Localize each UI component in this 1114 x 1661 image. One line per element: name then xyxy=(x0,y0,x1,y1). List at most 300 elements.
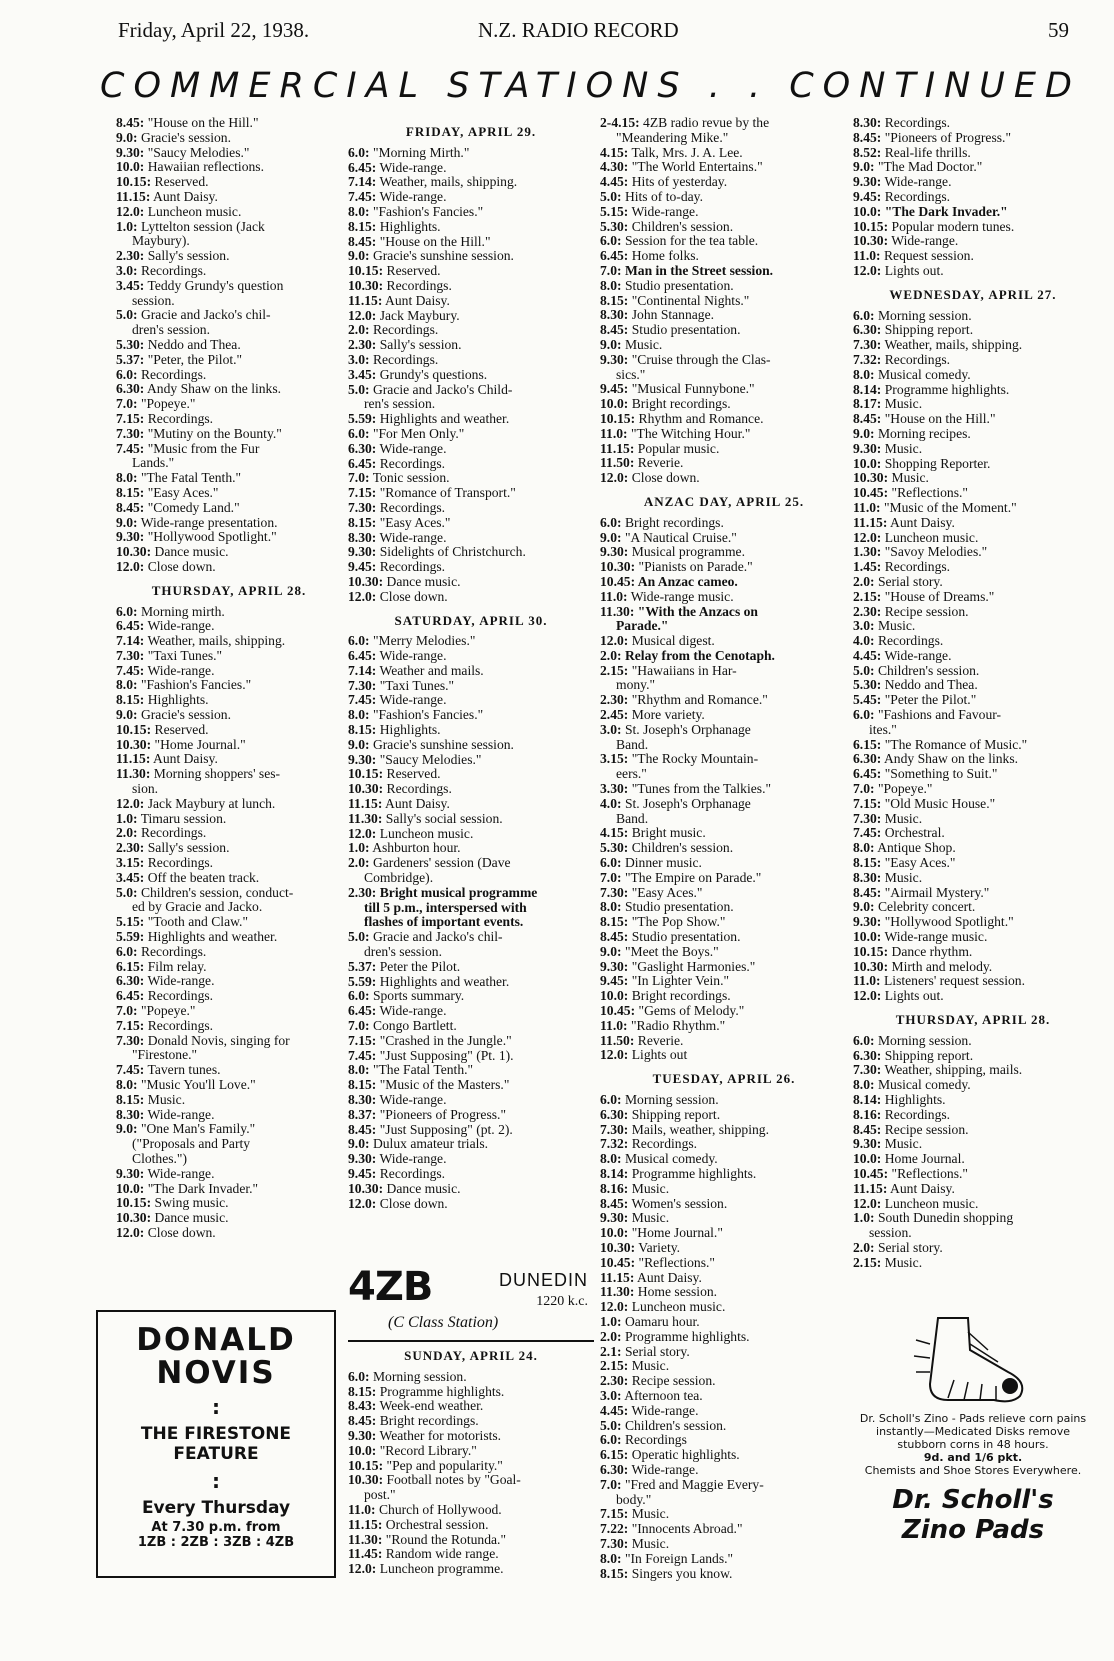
listing-time: 5.37: xyxy=(348,959,377,974)
listing-item xyxy=(600,1182,848,1197)
listing-item xyxy=(600,974,848,989)
listing-time: 6.0: xyxy=(116,944,138,959)
listing-item xyxy=(348,545,594,560)
listing-title: Wide-range. xyxy=(379,530,447,545)
listing-item xyxy=(853,1197,1093,1212)
listing-item xyxy=(600,442,848,457)
listing-item xyxy=(116,368,342,383)
listing-time: 3.30: xyxy=(600,782,629,797)
listing-time: 8.45: xyxy=(853,885,882,900)
listing-time: 3.0: xyxy=(116,263,138,278)
listing-item xyxy=(348,1034,594,1049)
listing-time: 5.0: xyxy=(116,885,138,900)
listing-time: 10.15: xyxy=(116,1196,152,1211)
schedule-column-3 xyxy=(600,116,848,1581)
listing-time: 12.0: xyxy=(853,530,882,545)
listing-title: "The Empire on Parade." xyxy=(624,870,762,885)
listing-time: 8.15: xyxy=(348,1078,377,1093)
listing-title: Teddy Grundy's question xyxy=(147,278,284,293)
listing-title: Recordings. xyxy=(379,456,446,471)
listing-item xyxy=(853,782,1093,797)
listing-title: Programme highlights. xyxy=(379,1384,505,1399)
listing-item xyxy=(116,1034,342,1049)
listing-title: Aunt Daisy. xyxy=(153,189,218,204)
listing-time: 11.30: xyxy=(348,1532,383,1547)
listing-title: "The Romance of Music." xyxy=(884,737,1028,752)
listing-time: 11.15: xyxy=(348,293,383,308)
listing-title: Musical digest. xyxy=(631,634,715,649)
listing-item xyxy=(116,1078,342,1093)
listing-time: 6.45: xyxy=(600,249,629,264)
listing-time: 7.0: xyxy=(853,782,875,797)
listing-title: Recordings. xyxy=(372,352,439,367)
listing-item xyxy=(600,945,848,960)
listing-title: Aunt Daisy. xyxy=(890,515,955,530)
listing-time: 12.0: xyxy=(853,263,882,278)
listing-title: Celebrity concert. xyxy=(877,900,976,915)
listing-title: Sally's social session. xyxy=(385,811,503,826)
listing-item xyxy=(853,427,1093,442)
listing-item xyxy=(853,1152,1093,1167)
listing-time: 7.22: xyxy=(600,1522,629,1537)
listing-item xyxy=(116,693,342,708)
listing-time: 8.45: xyxy=(116,500,145,515)
listing-title: "Hollywood Spotlight." xyxy=(147,530,277,545)
listing-title: "Gems of Melody." xyxy=(638,1004,745,1019)
listing-title: "Music of the Masters." xyxy=(379,1078,510,1093)
listing-title: Popular music. xyxy=(637,441,720,456)
listing-time: 8.0: xyxy=(600,1152,622,1167)
listing-item xyxy=(348,1108,594,1123)
listing-time: 9.45: xyxy=(600,382,629,397)
listing-time: 2.0: xyxy=(348,856,370,871)
listing-title: "Cruise through the Clas- xyxy=(631,352,771,367)
listing-time: 10.0: xyxy=(853,930,882,945)
listing-item xyxy=(853,605,1093,620)
listing-item xyxy=(600,1226,848,1241)
listing-title: Wide-range music. xyxy=(884,930,988,945)
listing-item xyxy=(348,1533,594,1548)
listing-title: "One Man's Family." xyxy=(140,1122,256,1137)
listing-time: 8.16: xyxy=(600,1181,629,1196)
listing-title: Shipping report. xyxy=(884,323,974,338)
listing-title: "Hollywood Spotlight." xyxy=(884,915,1014,930)
listing-item xyxy=(853,264,1093,279)
listing-time: 9.0: xyxy=(600,944,622,959)
listing-time: 8.45: xyxy=(600,1196,629,1211)
listing-title: Wide-range. xyxy=(884,175,952,190)
listing-item xyxy=(348,294,594,309)
listing-item xyxy=(600,1567,848,1582)
listing-time: 8.0: xyxy=(116,1078,138,1092)
listing-time: 8.16: xyxy=(853,1107,882,1122)
listing-title: Gracie and Jacko's chil- xyxy=(140,308,271,323)
listing-item xyxy=(116,619,342,634)
listing-time: 8.30: xyxy=(600,308,629,323)
listing-title: Weather, mails, shipping. xyxy=(884,338,1023,353)
listing-title: Recordings. xyxy=(140,826,207,841)
listing-time: 9.0: xyxy=(853,900,875,915)
listing-item xyxy=(853,590,1093,605)
listing-title: "Music You'll Love." xyxy=(140,1078,256,1092)
listing-title: "Pianists on Parade." xyxy=(638,560,753,575)
listing-title: Ashburton hour. xyxy=(372,841,461,856)
listing-time: 8.14: xyxy=(853,1093,882,1107)
listing-title: Recordings. xyxy=(884,189,951,204)
listing-item xyxy=(348,738,594,753)
listing-item xyxy=(348,812,594,827)
listing-time: 11.0: xyxy=(600,1018,628,1033)
listing-time: 10.15: xyxy=(600,411,636,426)
listing-item xyxy=(348,841,594,856)
listing-item xyxy=(116,856,342,871)
listing-item xyxy=(116,160,342,175)
listing-continuation: mony." xyxy=(616,678,656,693)
listing-item xyxy=(600,797,848,812)
listing-time: 9.30: xyxy=(853,915,882,930)
listing-time: 11.0: xyxy=(600,426,628,441)
listing-item xyxy=(348,146,594,161)
listing-item xyxy=(600,782,848,797)
listing-continuation: eers." xyxy=(616,767,647,782)
listing-title: Hawaiian reflections. xyxy=(147,160,264,175)
day-heading: THURSDAY, APRIL 28. xyxy=(895,1013,1051,1028)
listing-title: Wide-range. xyxy=(379,1093,447,1107)
listing-time: 6.45: xyxy=(348,1004,377,1019)
listing-title: Recipe session. xyxy=(631,1374,716,1389)
listing-time: 6.0: xyxy=(348,426,370,441)
listing-time: 6.45: xyxy=(853,767,882,782)
listing-title: Wide-range. xyxy=(631,1462,699,1477)
listing-item xyxy=(853,634,1093,649)
listing-time: 8.0: xyxy=(853,1078,875,1093)
listing-item xyxy=(116,175,342,190)
listing-item xyxy=(348,693,594,708)
listing-title: Sports summary. xyxy=(372,989,465,1004)
listing-title: Antique Shop. xyxy=(877,841,956,856)
listing-time: 8.30: xyxy=(348,530,377,545)
listing-item xyxy=(348,1429,594,1444)
listing-time: 12.0: xyxy=(600,1300,629,1315)
listing-time: 7.0: xyxy=(116,1004,138,1019)
listing-item xyxy=(600,279,848,294)
listing-title: Wide-range. xyxy=(379,1004,447,1019)
listing-title: "The Dark Invader." xyxy=(884,204,1008,219)
listing-title: Morning session. xyxy=(624,1093,719,1107)
listing-title: "Easy Aces." xyxy=(147,485,219,500)
listing-title: Jack Maybury at lunch. xyxy=(147,796,276,811)
listing-continuation: Band. xyxy=(616,737,649,752)
ad-brand-line1: Dr. Scholl's xyxy=(892,1485,1054,1515)
listing-time: 12.0: xyxy=(853,989,882,1004)
listing-time: 3.0: xyxy=(853,619,875,634)
listing-time: 7.30: xyxy=(348,500,377,515)
listing-title: Recordings. xyxy=(379,560,446,575)
listing-item xyxy=(348,1137,594,1152)
listing-title: "Music of the Moment." xyxy=(883,500,1017,515)
listing-item xyxy=(116,146,342,161)
listing-item xyxy=(600,249,848,264)
listing-item xyxy=(600,456,848,471)
listing-time: 3.15: xyxy=(116,856,145,871)
listing-time: 9.30: xyxy=(348,545,377,560)
listing-title: Music. xyxy=(884,870,923,885)
listing-title: Children's session. xyxy=(877,663,980,678)
listing-item xyxy=(600,1330,848,1345)
listing-item xyxy=(853,708,1093,723)
listing-time: 10.0: xyxy=(853,456,882,471)
listing-time: 7.14: xyxy=(348,175,377,190)
listing-time: 7.45: xyxy=(348,693,377,708)
listing-title: Reserved. xyxy=(154,175,209,190)
listing-title: "Innocents Abroad." xyxy=(631,1522,743,1537)
listing-item xyxy=(348,767,594,782)
listing-time: 10.0: xyxy=(116,160,145,175)
listing-item xyxy=(853,471,1093,486)
listing-time: 6.0: xyxy=(600,1433,622,1448)
listing-time: 7.0: xyxy=(600,263,622,278)
listing-title: South Dunedin shopping xyxy=(877,1211,1014,1226)
listing-continuation: ed by Gracie and Jacko. xyxy=(132,900,263,915)
listing-time: 2.15: xyxy=(600,663,629,678)
listing-title: Recipe session. xyxy=(884,604,969,619)
listing-title: Dinner music. xyxy=(624,856,702,871)
listing-item xyxy=(600,1137,848,1152)
listing-item xyxy=(600,1315,848,1330)
listing-item xyxy=(116,1004,342,1019)
listing-title: Highlights. xyxy=(884,1093,946,1107)
listing-item xyxy=(600,471,848,486)
listing-item xyxy=(600,1404,848,1419)
listing-item xyxy=(116,708,342,723)
listing-title: "Fashion's Fancies." xyxy=(372,708,484,723)
listing-time: 8.0: xyxy=(116,678,138,693)
listing-title: Morning mirth. xyxy=(140,604,225,619)
listing-title: Aunt Daisy. xyxy=(385,293,450,308)
listing-item xyxy=(348,486,594,501)
listing-title: "The Rocky Mountain- xyxy=(631,752,759,767)
listing-item xyxy=(348,249,594,264)
listing-title: "Reflections." xyxy=(638,1255,715,1270)
listing-item xyxy=(348,205,594,220)
listing-title: Off the beaten track. xyxy=(147,870,260,885)
listing-time: 5.30: xyxy=(853,678,882,693)
listing-time: 9.0: xyxy=(348,249,370,264)
listing-time: 1.0: xyxy=(853,1211,875,1226)
listing-time: 8.15: xyxy=(600,915,629,930)
listing-time: 6.0: xyxy=(600,1093,622,1107)
listing-item xyxy=(348,1004,594,1019)
listing-time: 10.30: xyxy=(116,1211,152,1226)
listing-item xyxy=(116,501,342,516)
listing-title: Orchestral. xyxy=(884,826,945,841)
listing-item xyxy=(116,1211,342,1226)
listing-item xyxy=(116,812,342,827)
listing-item xyxy=(853,1167,1093,1182)
listing-title: Gracie and Jacko's chil- xyxy=(372,930,503,945)
listing-title: Random wide range. xyxy=(385,1547,499,1562)
listing-item xyxy=(116,560,342,575)
listing-item xyxy=(348,1414,594,1429)
listing-title: "Hawaiians in Har- xyxy=(631,663,737,678)
listing-item xyxy=(116,664,342,679)
listing-title: Football notes by "Goal- xyxy=(386,1473,521,1488)
listing-item xyxy=(853,930,1093,945)
listing-title: Music. xyxy=(884,397,923,412)
listing-title: Recordings. xyxy=(884,560,951,575)
listing-time: 10.45: xyxy=(853,1166,889,1181)
listing-title: "Airmail Mystery." xyxy=(884,885,990,900)
listing-item xyxy=(853,309,1093,324)
listing-time: 4.45: xyxy=(600,1403,629,1418)
listing-time: 2.30: xyxy=(116,249,145,264)
listing-time: 6.45: xyxy=(348,160,377,175)
listing-time: 6.0: xyxy=(600,856,622,871)
listing-title: Music. xyxy=(884,811,923,826)
listing-title: Andy Shaw on the links. xyxy=(146,382,282,397)
listing-item xyxy=(853,575,1093,590)
listing-item xyxy=(348,797,594,812)
listing-title: Lyttelton session (Jack xyxy=(140,219,265,234)
listing-time: 8.45: xyxy=(600,930,629,945)
listing-time: 6.30: xyxy=(600,1462,629,1477)
listing-title: Listeners' request session. xyxy=(883,974,1025,989)
listing-item xyxy=(348,1063,594,1078)
listing-title: "The Fatal Tenth." xyxy=(140,471,242,486)
listing-title: Sidelights of Christchurch. xyxy=(379,545,526,560)
listing-title: Mails, weather, shipping. xyxy=(631,1122,769,1137)
listing-title: "Mutiny on the Bounty." xyxy=(147,426,282,441)
listing-title: Oamaru hour. xyxy=(624,1314,700,1329)
listing-title: Bright recordings. xyxy=(631,989,731,1004)
listing-item xyxy=(600,708,848,723)
listing-title: "Home Journal." xyxy=(154,737,246,752)
listing-time: 9.45: xyxy=(853,189,882,204)
listing-title: "Rhythm and Romance." xyxy=(631,693,768,708)
listing-item xyxy=(600,353,848,368)
listing-time: 12.0: xyxy=(348,1562,377,1577)
day-heading: THURSDAY, APRIL 28. xyxy=(151,583,307,598)
listing-time: 10.0: xyxy=(853,204,882,219)
listing-time: 6.0: xyxy=(116,367,138,382)
listing-time: 7.45: xyxy=(348,1048,377,1063)
listing-item xyxy=(348,753,594,768)
listing-item xyxy=(600,915,848,930)
dr-scholl-advertisement xyxy=(853,1310,1093,1580)
listing-time: 8.14: xyxy=(600,1166,629,1181)
listing-title: Wide-range. xyxy=(379,441,447,456)
listing-title: Recordings. xyxy=(147,856,214,871)
listing-item xyxy=(116,767,342,782)
listing-item xyxy=(116,353,342,368)
listing-title: Recordings. xyxy=(884,1107,951,1122)
listing-item xyxy=(853,353,1093,368)
station-frequency: 1220 k.c. xyxy=(536,1294,588,1309)
listing-item xyxy=(348,560,594,575)
listing-time: 3.45: xyxy=(116,870,145,885)
listing-time: 10.30: xyxy=(600,1240,636,1255)
listing-title: More variety. xyxy=(631,708,705,723)
listing-title: Wide-range. xyxy=(379,190,447,205)
listing-item xyxy=(348,309,594,324)
listing-title: "Peter the Pilot." xyxy=(884,693,977,708)
listing-title: John Stannage. xyxy=(631,308,715,323)
listing-title: Aunt Daisy. xyxy=(385,797,450,812)
listing-title: Wide-range. xyxy=(147,974,215,989)
listing-title: Donald Novis, singing for xyxy=(147,1033,290,1048)
page-number: 59 xyxy=(1048,18,1069,42)
listing-continuation: Combridge). xyxy=(364,871,434,886)
listing-item xyxy=(348,427,594,442)
listing-time: 12.0: xyxy=(116,204,145,219)
listing-title: "Just Supposing" (pt. 2). xyxy=(379,1122,513,1137)
listing-item xyxy=(116,797,342,812)
listing-time: 5.37: xyxy=(116,352,145,367)
listing-time: 3.0: xyxy=(600,1388,622,1403)
listing-title: Relay from the Cenotaph. xyxy=(624,648,775,663)
listing-time: 4.30: xyxy=(600,160,629,175)
listing-title: Gracie's session. xyxy=(140,708,231,723)
listing-item xyxy=(600,886,848,901)
listing-item xyxy=(116,915,342,930)
listing-continuation: session. xyxy=(132,293,175,308)
listing-item xyxy=(853,1108,1093,1123)
listing-time: 9.0: xyxy=(116,708,138,723)
listing-title: Bright music. xyxy=(631,826,706,841)
listing-item xyxy=(348,930,594,945)
listing-item xyxy=(348,1562,594,1577)
listing-time: 8.0: xyxy=(348,1063,370,1078)
listing-title: "The Pop Show." xyxy=(631,915,726,930)
listing-item xyxy=(348,264,594,279)
listing-title: Hits of to-day. xyxy=(624,189,703,204)
listing-title: Gardeners' session (Dave xyxy=(372,856,511,871)
listing-item xyxy=(116,397,342,412)
listing-title: Close down. xyxy=(631,471,700,486)
listing-continuation: Clothes.") xyxy=(132,1151,188,1166)
listing-item xyxy=(600,175,848,190)
listing-item xyxy=(853,545,1093,560)
listing-title: Music. xyxy=(631,1359,670,1374)
listing-continuation: "Firestone." xyxy=(132,1048,198,1063)
listing-time: 12.0: xyxy=(116,796,145,811)
listing-time: 2.0: xyxy=(853,574,875,589)
listing-item xyxy=(600,1123,848,1138)
listing-item xyxy=(348,220,594,235)
listing-item xyxy=(600,1019,848,1034)
listing-time: 9.30: xyxy=(116,530,145,545)
listing-time: 6.0: xyxy=(348,634,370,649)
listing-time: 6.30: xyxy=(116,974,145,989)
listing-time: 7.45: xyxy=(116,663,145,678)
listing-time: 9.0: xyxy=(853,160,875,175)
listing-time: 11.15: xyxy=(116,189,151,204)
listing-title: "Easy Aces." xyxy=(884,856,956,871)
listing-title: Luncheon music. xyxy=(147,204,242,219)
listing-time: 10.0: xyxy=(116,1181,145,1196)
listing-continuation: sics." xyxy=(616,367,646,382)
listing-time: 7.30: xyxy=(348,678,377,693)
listing-item xyxy=(853,915,1093,930)
listing-title: Highlights. xyxy=(147,693,209,708)
listing-title: Gracie's sunshine session. xyxy=(372,737,514,752)
station-callsign: 4ZB xyxy=(348,1264,433,1310)
listing-title: "In Lighter Vein." xyxy=(631,974,730,989)
listing-time: 11.0: xyxy=(853,249,881,264)
listing-time: 6.0: xyxy=(348,1369,370,1384)
listing-time: 7.15: xyxy=(600,1507,629,1522)
listing-item xyxy=(600,382,848,397)
